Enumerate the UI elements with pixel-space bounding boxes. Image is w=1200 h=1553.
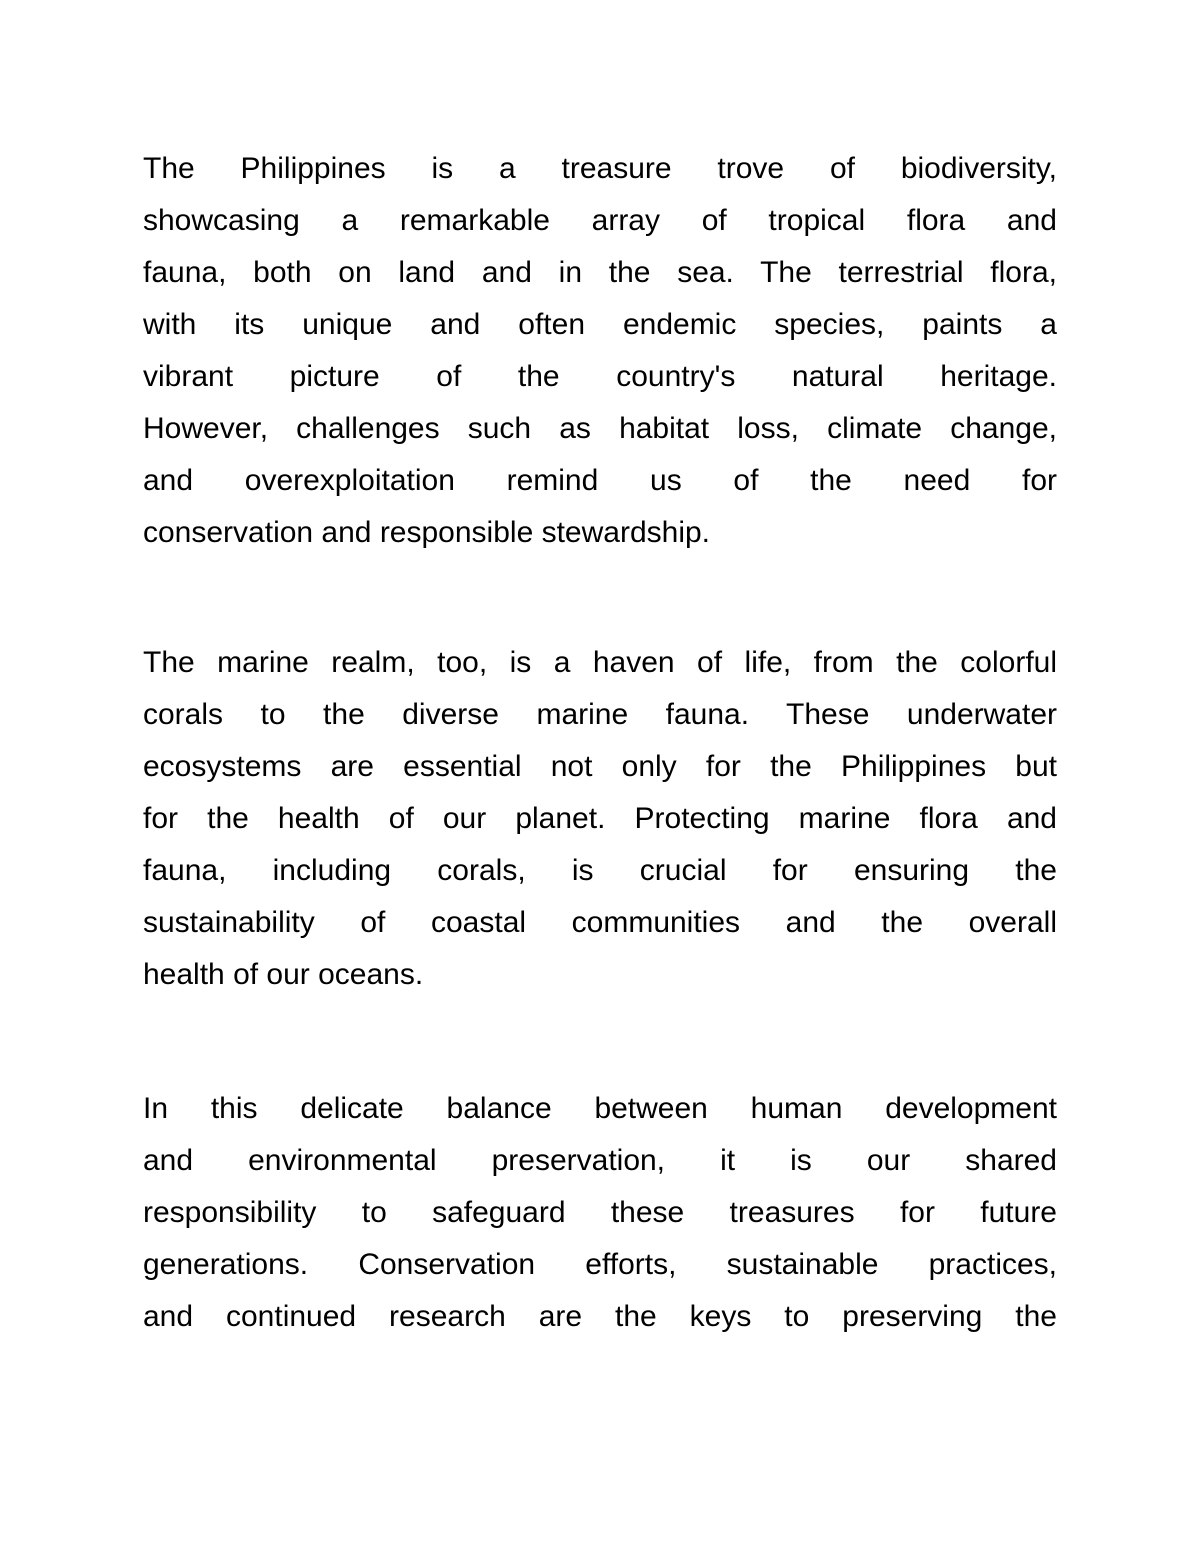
text-line: with its unique and often endemic species, paints a — [143, 308, 1057, 341]
text-line: The marine realm, too, is a haven of life, from the colorful — [143, 646, 1057, 679]
text-line: generations. Conservation efforts, sustainable practices, — [143, 1248, 1057, 1281]
text-line: and environmental preservation, it is our shared — [143, 1144, 1057, 1177]
text-line: and overexploitation remind us of the need for — [143, 464, 1057, 497]
text-line: showcasing a remarkable array of tropical flora and — [143, 204, 1057, 237]
text-line: In this delicate balance between human development — [143, 1092, 1057, 1125]
text-line: ecosystems are essential not only for the Philippines but — [143, 750, 1057, 783]
text-line: However, challenges such as habitat loss, climate change, — [143, 412, 1057, 445]
text-line: vibrant picture of the country's natural heritage. — [143, 360, 1057, 393]
text-line: corals to the diverse marine fauna. These underwater — [143, 698, 1057, 731]
text-line: responsibility to safeguard these treasures for future — [143, 1196, 1057, 1229]
text-line: fauna, both on land and in the sea. The terrestrial flora, — [143, 256, 1057, 289]
paragraph-balance — [143, 1083, 1057, 1343]
paragraph-biodiversity — [143, 143, 1057, 559]
text-line: The Philippines is a treasure trove of biodiversity, — [143, 152, 1057, 185]
text-line: fauna, including corals, is crucial for ensuring the — [143, 854, 1057, 887]
text-line: sustainability of coastal communities and the overall — [143, 906, 1057, 939]
text-line: health of our oceans. — [143, 958, 424, 991]
paragraph-marine-realm — [143, 637, 1057, 1001]
text-line: conservation and responsible stewardship. — [143, 516, 710, 549]
text-line: for the health of our planet. Protecting marine flora and — [143, 802, 1057, 835]
text-line: and continued research are the keys to preserving the — [143, 1300, 1057, 1333]
